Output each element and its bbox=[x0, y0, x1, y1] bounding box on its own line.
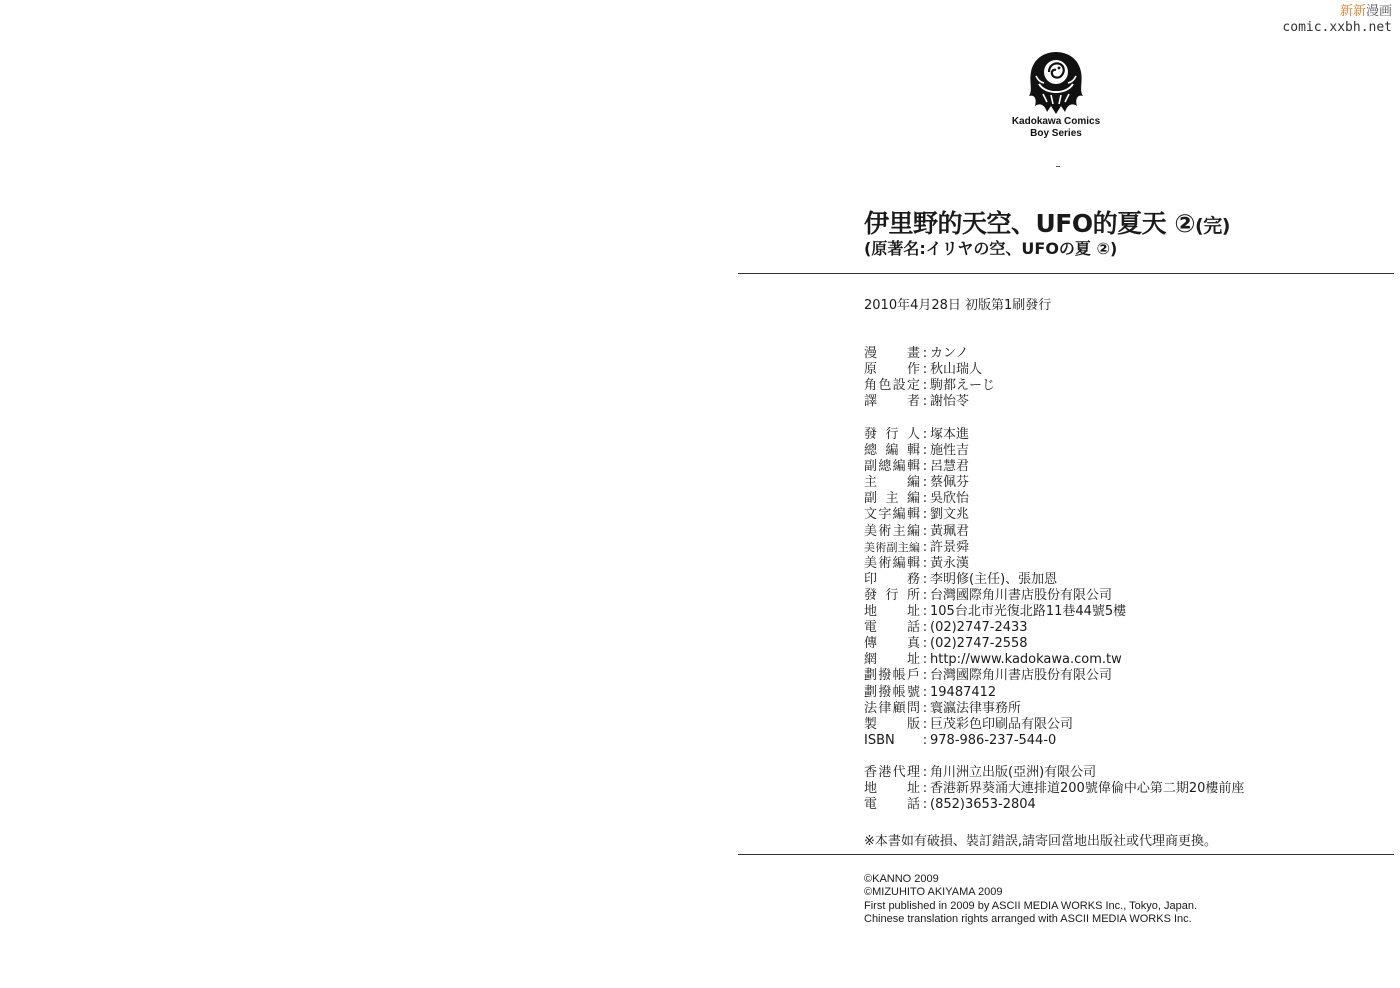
credit-row: 網址 : http://www.kadokawa.com.tw bbox=[864, 652, 1122, 668]
credit-row: 發行人 : 塚本進 bbox=[864, 427, 970, 442]
credit-row: 副總編輯 : 呂慧君 bbox=[864, 459, 970, 475]
credit-label: 原作 bbox=[864, 362, 920, 378]
watermark-brand-a: 新新 bbox=[1339, 4, 1366, 19]
credit-value: カンノ bbox=[930, 346, 969, 361]
credit-value: 許景舜 bbox=[930, 539, 970, 555]
creator-credits bbox=[864, 346, 1364, 410]
top-divider bbox=[738, 273, 1394, 274]
credit-label: 主編 bbox=[864, 475, 920, 491]
credit-row: 地址 : 105台北市光復北路11巷44號5樓 bbox=[864, 604, 1127, 620]
credit-value: 黃永漢 bbox=[930, 555, 970, 571]
credit-value: 施性吉 bbox=[930, 443, 970, 459]
credit-label: 美術編輯 bbox=[864, 555, 920, 571]
credit-row: 譯者 : 謝怡苓 bbox=[864, 394, 970, 410]
credit-value: (852)3653-2804 bbox=[930, 797, 1036, 813]
credit-value: 105台北市光復北路11巷44號5樓 bbox=[930, 604, 1127, 620]
credit-value: 978-986-237-544-0 bbox=[930, 732, 1057, 748]
credit-row: 總編輯 : 施性吉 bbox=[864, 443, 970, 459]
credit-value: 蔡佩芬 bbox=[930, 475, 970, 491]
credit-row: 地址 : 香港新界葵涌大連排道200號偉倫中心第二期20樓前座 bbox=[864, 781, 1245, 797]
credit-row: 發行所 : 台灣國際角川書店股份有限公司 bbox=[864, 587, 1113, 603]
credit-row: ISBN : 978-986-237-544-0 bbox=[864, 732, 1057, 748]
credit-value: 19487412 bbox=[930, 684, 997, 700]
credit-label: 發行所 bbox=[864, 587, 920, 603]
credit-value: 呂慧君 bbox=[930, 459, 970, 475]
credit-row: 劃撥帳戶 : 台灣國際角川書店股份有限公司 bbox=[864, 668, 1113, 684]
credit-value: 秋山瑞人 bbox=[930, 362, 983, 378]
credit-value: 吳欣怡 bbox=[930, 491, 970, 507]
credit-row: 美術主編 : 黃珮君 bbox=[864, 523, 970, 539]
credit-label: 美術副主編 bbox=[864, 540, 920, 554]
decorative-dot bbox=[1056, 166, 1060, 167]
credit-label: 譯者 bbox=[864, 394, 920, 410]
credit-row: 製版 : 巨茂彩色印刷品有限公司 bbox=[864, 716, 1074, 732]
credit-value: 駒都えーじ bbox=[930, 378, 996, 394]
phoenix-emblem-icon bbox=[1025, 50, 1087, 116]
logo-line2: Boy Series bbox=[1030, 128, 1082, 139]
credit-label: 電話 bbox=[864, 797, 920, 813]
credit-value: 香港新界葵涌大連排道200號偉倫中心第二期20樓前座 bbox=[930, 781, 1245, 797]
credit-label: 副總編輯 bbox=[864, 459, 920, 475]
credit-row: 傳真 : (02)2747-2558 bbox=[864, 636, 1028, 652]
credit-label: 劃撥帳號 bbox=[864, 684, 920, 700]
copyright-line: First published in 2009 by ASCII MEDIA WORKS Inc., Tokyo, Japan. bbox=[864, 899, 1198, 912]
credit-label: 製版 bbox=[864, 716, 920, 732]
credit-value: 李明修(主任)、張加恩 bbox=[930, 571, 1058, 587]
credit-row: 原作 : 秋山瑞人 bbox=[864, 362, 983, 378]
watermark-brand-b: 漫画 bbox=[1365, 4, 1392, 19]
credit-row: 美術編輯 : 黃永漢 bbox=[864, 555, 970, 571]
credit-row: 印務 : 李明修(主任)、張加恩 bbox=[864, 571, 1058, 587]
credit-label: 法律顧問 bbox=[864, 700, 920, 716]
publisher-logo bbox=[1004, 50, 1108, 140]
credit-row: 文字編輯 : 劉文兆 bbox=[864, 507, 970, 523]
credit-label: 文字編輯 bbox=[864, 507, 920, 523]
credit-value: 台灣國際角川書店股份有限公司 bbox=[930, 668, 1113, 684]
credit-row: 副主編 : 吳欣怡 bbox=[864, 491, 970, 507]
credit-row: 漫畫 : カンノ bbox=[864, 346, 969, 361]
credit-value: 台灣國際角川書店股份有限公司 bbox=[930, 587, 1113, 603]
credit-row: 角色設定 : 駒都えーじ bbox=[864, 378, 996, 394]
credit-label: 香港代理 bbox=[864, 765, 920, 780]
credit-label: 發行人 bbox=[864, 427, 920, 442]
credit-label: 劃撥帳戶 bbox=[864, 668, 920, 684]
website-link[interactable]: http://www.kadokawa.com.tw bbox=[930, 652, 1122, 668]
copyright-line: Chinese translation rights arranged with ASCII MEDIA WORKS Inc. bbox=[864, 912, 1192, 925]
credit-label: ISBN bbox=[864, 732, 895, 748]
credit-label: 地址 bbox=[864, 781, 920, 797]
copyright-line: ©KANNO 2009 bbox=[864, 873, 939, 885]
credit-label: 電話 bbox=[864, 620, 920, 636]
credit-label: 傳真 bbox=[864, 636, 920, 652]
credit-label: 總編輯 bbox=[864, 443, 920, 459]
credit-value: 謝怡苓 bbox=[930, 394, 970, 410]
credit-value: (02)2747-2433 bbox=[930, 620, 1028, 636]
original-title: (原著名:イリヤの空、UFOの夏 ②) bbox=[864, 239, 1118, 258]
book-title-suffix: (完) bbox=[1195, 215, 1230, 237]
publisher-credits bbox=[864, 427, 1364, 749]
credit-label: 角色設定 bbox=[864, 378, 920, 394]
credit-label: 漫畫 bbox=[864, 346, 920, 361]
hk-agent-credits bbox=[864, 765, 1364, 813]
watermark-brand bbox=[1282, 4, 1392, 20]
credit-row: 法律顧問 : 寰瀛法律事務所 bbox=[864, 700, 1022, 716]
credit-value: (02)2747-2558 bbox=[930, 636, 1028, 652]
watermark bbox=[1282, 4, 1392, 36]
damage-notice: ※本書如有破損、裝訂錯誤,請寄回當地出版社或代理商更換。 bbox=[864, 834, 1218, 849]
publication-date: 2010年4月28日 初版第1刷發行 bbox=[864, 298, 1052, 313]
credit-row: 香港代理 : 角川洲立出版(亞洲)有限公司 bbox=[864, 765, 1097, 780]
credit-label: 地址 bbox=[864, 604, 920, 620]
book-title-main: 伊里野的天空、UFO的夏天 ② bbox=[864, 209, 1196, 238]
credit-value: 塚本進 bbox=[930, 427, 970, 442]
credit-label: 印務 bbox=[864, 571, 920, 587]
credit-value: 黃珮君 bbox=[930, 523, 970, 539]
credit-value: 寰瀛法律事務所 bbox=[930, 700, 1022, 716]
logo-line1: Kadokawa Comics bbox=[1011, 116, 1101, 127]
credit-value: 角川洲立出版(亞洲)有限公司 bbox=[930, 765, 1097, 780]
credit-value: 巨茂彩色印刷品有限公司 bbox=[930, 716, 1074, 732]
copyright-line: ©MIZUHITO AKIYAMA 2009 bbox=[864, 886, 1003, 899]
credit-value: 劉文兆 bbox=[930, 507, 970, 523]
credit-row: 電話 : (852)3653-2804 bbox=[864, 797, 1036, 813]
credit-row: 主編 : 蔡佩芬 bbox=[864, 475, 970, 491]
credit-row: 電話 : (02)2747-2433 bbox=[864, 620, 1028, 636]
credit-label: 美術主編 bbox=[864, 523, 920, 539]
credit-row: 美術副主編 : 許景舜 bbox=[864, 539, 970, 555]
credit-label: 副主編 bbox=[864, 491, 920, 507]
credit-row: 劃撥帳號 : 19487412 bbox=[864, 684, 997, 700]
copyright-block bbox=[864, 873, 1197, 926]
book-title bbox=[864, 204, 1230, 240]
credit-label: 網址 bbox=[864, 652, 920, 668]
bottom-divider bbox=[738, 854, 1394, 855]
watermark-url: comic.xxbh.net bbox=[1282, 20, 1392, 35]
